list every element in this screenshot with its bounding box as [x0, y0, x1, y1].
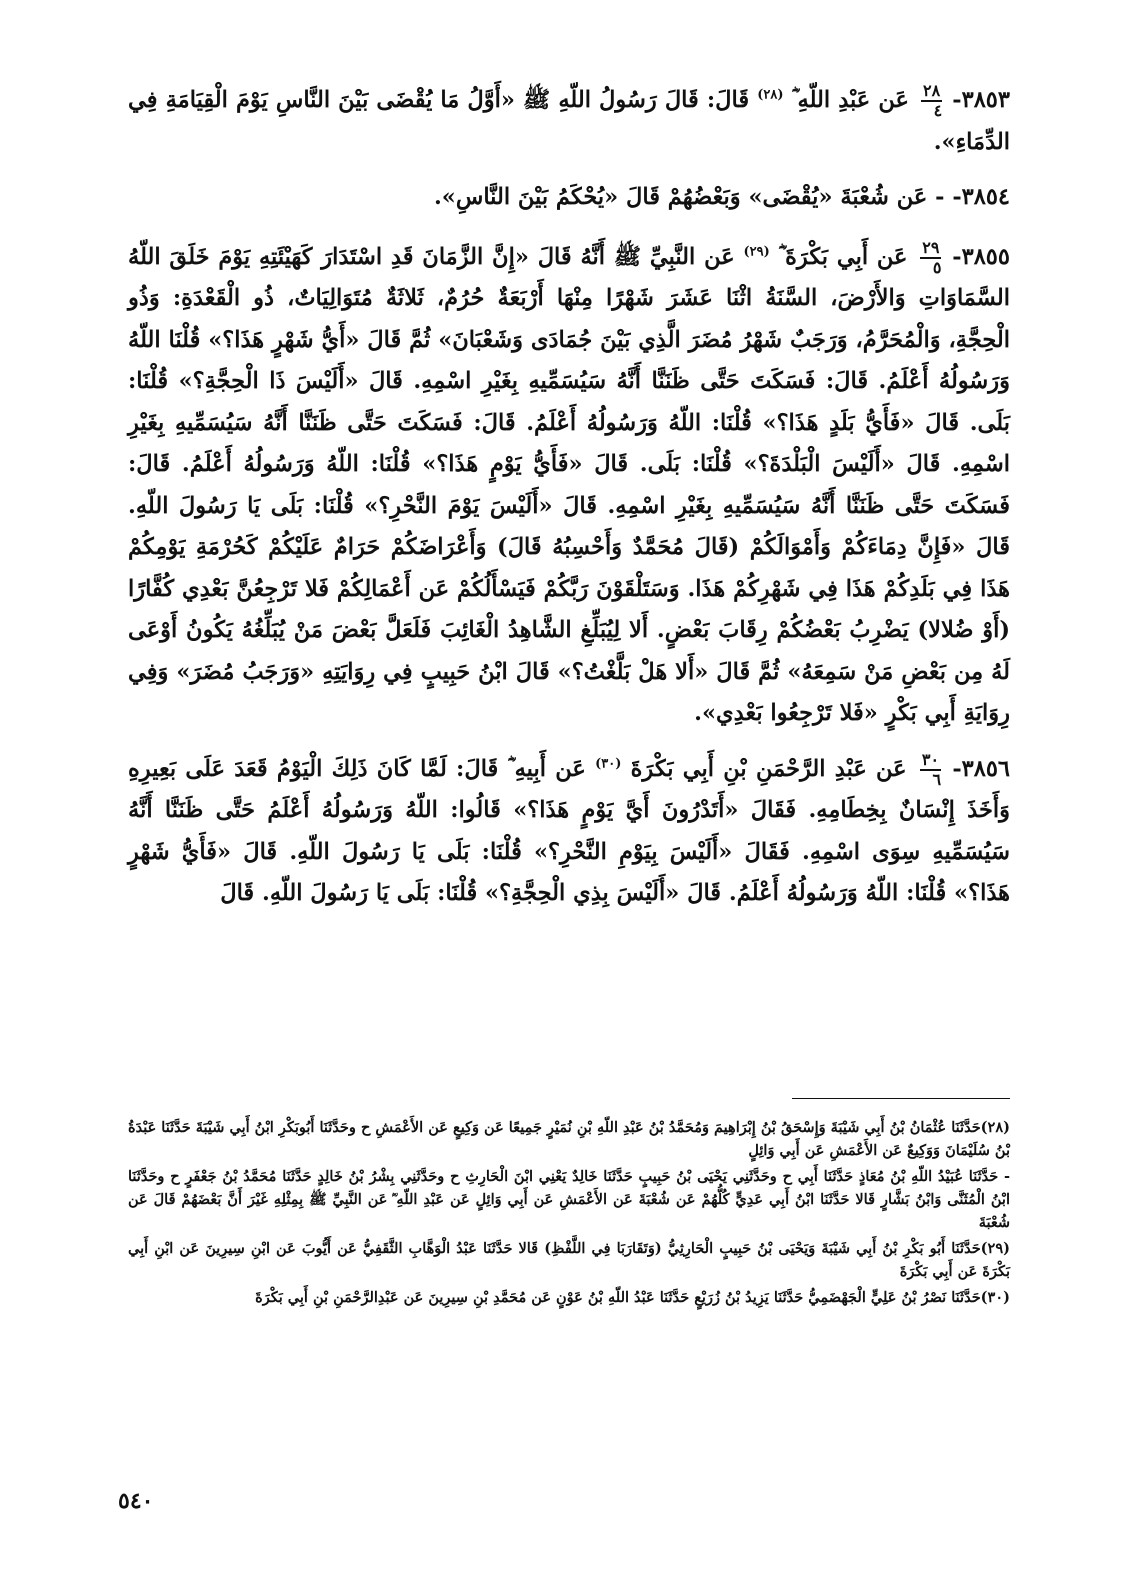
footnote-28 — [128, 1116, 1010, 1162]
footnote-number: (٢٩) — [980, 1240, 1010, 1257]
footnote-text: - حَدَّثَنَا عُبَيْدُ اللّهِ بْنُ مُعَاذٍ حَدَّثَنَا أَبِي ح وحَدَّثَنِي يَحْيَى بْنُ حَبِيبٍ حَدَّثَنَا خَالِدٌ يَعْنِي ابْنَ الْحَارِثِ ح وحَدَّثَنِي بِشْرُ بْنُ خَالِدٍ حَدَّثَنَا مُحَمَّدُ بْنُ جَعْفَرٍ ح وحَدَّثَنَا ابْنُ الْمُثَنَّى وَابْنُ بَشَّارٍ قَالا حَدَّثَنَا ابْنُ أَبِي عَدِيٍّ كُلُّهُمْ عَن شُعْبَةَ عَن الأَعْمَشِ عَن أَبِي وَائِلٍ عَن عَبْدِ اللّهِ ؓ عَن النَّبِيِّ ﷺ بِمِثْلِهِ غَيْرَ أَنَّ بَعْضَهُمْ قَالَ عَن شُعْبَةَ — [128, 1168, 1010, 1231]
hadith-3854 — [128, 177, 1010, 219]
footnote-30 — [128, 1286, 1010, 1309]
hadith-narrator: عَن عَبْدِ الرَّحْمَنِ بْنِ أَبِي بَكْرَةَ — [630, 755, 907, 782]
hadith-text: عَن النَّبِيِّ ﷺ أَنَّهُ قَالَ «إِنَّ الزَّمَانَ قَدِ اسْتَدَارَ كَهَيْئَتِهِ يَوْمَ خَلَقَ اللّهُ السَّمَاوَاتِ وَالأَرْضَ، السَّنَةُ اثْنَا عَشَرَ شَهْرًا مِنْهَا أَرْبَعَةٌ حُرُمٌ، ثَلاثَةٌ مُتَوَالِيَاتٌ، ذُو الْقَعْدَةِ: وَذُو الْحِجَّةِ، وَالْمُحَرَّمُ، وَرَجَبٌ شَهْرُ مُضَرَ الَّذِي بَيْنَ جُمَادَى وَشَعْبَانَ» ثُمَّ قَالَ «أَيُّ شَهْرٍ هَذَا؟» قُلْنَا اللّهُ وَرَسُولُهُ أَعْلَمُ. قَالَ: فَسَكَتَ حَتَّى ظَنَنَّا أَنَّهُ سَيُسَمِّيهِ بِغَيْرِ اسْمِهِ. قَالَ «أَلَيْسَ ذَا الْحِجَّةِ؟» قُلْنَا: بَلَى. قَالَ «فَأَيُّ بَلَدٍ هَذَا؟» قُلْنَا: اللّهُ وَرَسُولُهُ أَعْلَمُ. قَالَ: فَسَكَتَ حَتَّى ظَنَنَّا أَنَّهُ سَيُسَمِّيهِ بِغَيْرِ اسْمِهِ. قَالَ «أَلَيْسَ الْبَلْدَةَ؟» قُلْنَا: بَلَى. قَالَ «فَأَيُّ يَوْمٍ هَذَا؟» قُلْنَا: اللّهُ وَرَسُولُهُ أَعْلَمُ. قَالَ: فَسَكَتَ حَتَّى ظَنَنَّا أَنَّهُ سَيُسَمِّيهِ بِغَيْرِ اسْمِهِ. قَالَ «أَلَيْسَ يَوْمَ النَّحْرِ؟» قُلْنَا: بَلَى يَا رَسُولَ اللّهِ. قَالَ «فَإِنَّ دِمَاءَكُمْ وَأَمْوَالَكُمْ (قَالَ مُحَمَّدٌ وَأَحْسِبُهُ قَالَ) وَأَعْرَاضَكُمْ حَرَامٌ عَلَيْكُمْ كَحُرْمَةِ يَوْمِكُمْ هَذَا فِي بَلَدِكُمْ هَذَا فِي شَهْرِكُمْ هَذَا. وَسَتَلْقَوْنَ رَبَّكُمْ فَيَسْأَلُكُمْ عَن أَعْمَالِكُمْ فَلا تَرْجِعُنَّ بَعْدِي كُفَّارًا (أَوْ ضُلالا) يَضْرِبُ بَعْضُكُمْ رِقَابَ بَعْضٍ. أَلا لِيُبَلِّغِ الشَّاهِدُ الْغَائِبَ فَلَعَلَّ بَعْضَ مَنْ يُبَلِّغُهُ يَكُونُ أَوْعَى لَهُ مِن بَعْضِ مَنْ سَمِعَهُ» ثُمَّ قَالَ «أَلا هَلْ بَلَّغْتُ؟» قَالَ ابْنُ حَبِيبٍ فِي رِوَايَتِهِ «وَرَجَبُ مُضَرَ» وَفِي رِوَايَةِ أَبِي بَكْرٍ «فَلا تَرْجِعُوا بَعْدِي». — [128, 243, 1011, 726]
hadith-3855 — [128, 237, 1010, 735]
footnote-number: (٣٠) — [980, 1289, 1010, 1306]
footnote-marker: (٣٠) — [595, 756, 622, 771]
page-number: ٥٤٠ — [118, 1488, 154, 1514]
hadith-text: - عَن شُعْبَةَ «يُقْضَى» وَبَعْضُهُمْ قَالَ «يُحْكَمُ بَيْنَ النَّاسِ». — [433, 184, 945, 210]
footnote-28-continued — [128, 1165, 1010, 1234]
hadith-text: عَن أَبِيهِ ؓ قَالَ: لَمَّا كَانَ ذَلِكَ الْيَوْمُ قَعَدَ عَلَى بَعِيرِهِ وَأَخَذَ إِنْسَانٌ بِخِطَامِهِ. فَقَالَ «أَتَدْرُونَ أَيَّ يَوْمٍ هَذَا؟» قَالُوا: اللّهُ وَرَسُولُهُ أَعْلَمُ حَتَّى ظَنَنَّا أَنَّهُ سَيُسَمِّيهِ سِوَى اسْمِهِ. فَقَالَ «أَلَيْسَ بِيَوْمِ النَّحْرِ؟» قُلْنَا: بَلَى يَا رَسُولَ اللّهِ. قَالَ «فَأَيُّ شَهْرٍ هَذَا؟» قُلْنَا: اللّهُ وَرَسُولُهُ أَعْلَمُ. قَالَ «أَلَيْسَ بِذِي الْحِجَّةِ؟» قُلْنَا: بَلَى يَا رَسُولَ اللّهِ. قَالَ — [128, 755, 1010, 906]
footnote-number: (٢٨) — [980, 1119, 1010, 1136]
hadith-number: ٣٨٥٦- — [952, 755, 1011, 782]
hadith-narrator: عَن أَبِي بَكْرَةَ — [785, 243, 908, 270]
footnote-29 — [128, 1237, 1010, 1283]
cross-reference: $\frac{٢٨}{٤}$ — [922, 81, 943, 120]
hadith-3856 — [128, 749, 1010, 915]
footnote-text: حَدَّثَنَا نَصْرُ بْنُ عَلِيٍّ الْجَهْضَمِيُّ حَدَّثَنَا يَزِيدُ بْنُ زُرَيْعٍ حَدَّثَنَا عَبْدُ اللّهِ بْنُ عَوْنٍ عَن مُحَمَّدِ بْنِ سِيرِينَ عَن عَبْدِالرَّحْمَنِ بْنِ أَبِي بَكْرَةَ — [255, 1289, 981, 1306]
cross-reference: $\frac{٣٠}{٦}$ — [921, 749, 942, 789]
main-text — [128, 80, 1010, 929]
cross-reference: $\frac{٢٩}{٥}$ — [922, 237, 942, 277]
hadith-number: ٣٨٥٣- — [952, 87, 1010, 113]
footnote-marker: (٢٩) — [743, 244, 770, 259]
hadith-text: قَالَ: قَالَ رَسُولُ اللّهِ ﷺ «أَوَّلُ مَا يُقْضَى بَيْنَ النَّاسِ يَوْمَ الْقِيَامَةِ فِي الدِّمَاءِ». — [128, 87, 1010, 155]
hadith-number: ٣٨٥٤- — [952, 184, 1010, 210]
footnote-text: حَدَّثَنَا أَبُو بَكْرِ بْنُ أَبِي شَيْبَةَ وَيَحْيَى بْنُ حَبِيبٍ الْحَارِثِيُّ (وَتَقَارَبَا فِي اللَّفْظِ) قَالا حَدَّثَنَا عَبْدُ الْوَهَّابِ الثَّقَفِيُّ عَن أَيُّوبَ عَن ابْنِ سِيرِينَ عَن ابْنِ أَبِي بَكْرَةَ عَن أَبِي بَكْرَةَ — [128, 1240, 1010, 1280]
hadith-3853 — [128, 80, 1010, 163]
hadith-number: ٣٨٥٥- — [952, 243, 1010, 270]
footnote-divider — [792, 1098, 1010, 1099]
footnote-text: حَدَّثَنَا عُثْمَانُ بْنُ أَبِي شَيْبَةَ وَإِسْحَقُ بْنُ إِبْرَاهِيمَ وَمُحَمَّدُ بْنُ عَبْدِ اللّهِ بْنِ نُمَيْرٍ جَمِيعًا عَن وَكِيعٍ عَن الأَعْمَشِ ح وحَدَّثَنَا أَبُوبَكْرِ ابْنُ أَبِي شَيْبَةَ حَدَّثَنَا عَبْدَةُ بْنُ سُلَيْمَانَ وَوَكِيعٌ عَن الأَعْمَشِ عَن أَبِي وَائِلٍ — [128, 1119, 1010, 1159]
footnote-marker: (٢٨) — [757, 87, 784, 103]
footnotes — [128, 1116, 1010, 1312]
hadith-narrator: عَن عَبْدِ اللّهِ — [797, 87, 909, 113]
